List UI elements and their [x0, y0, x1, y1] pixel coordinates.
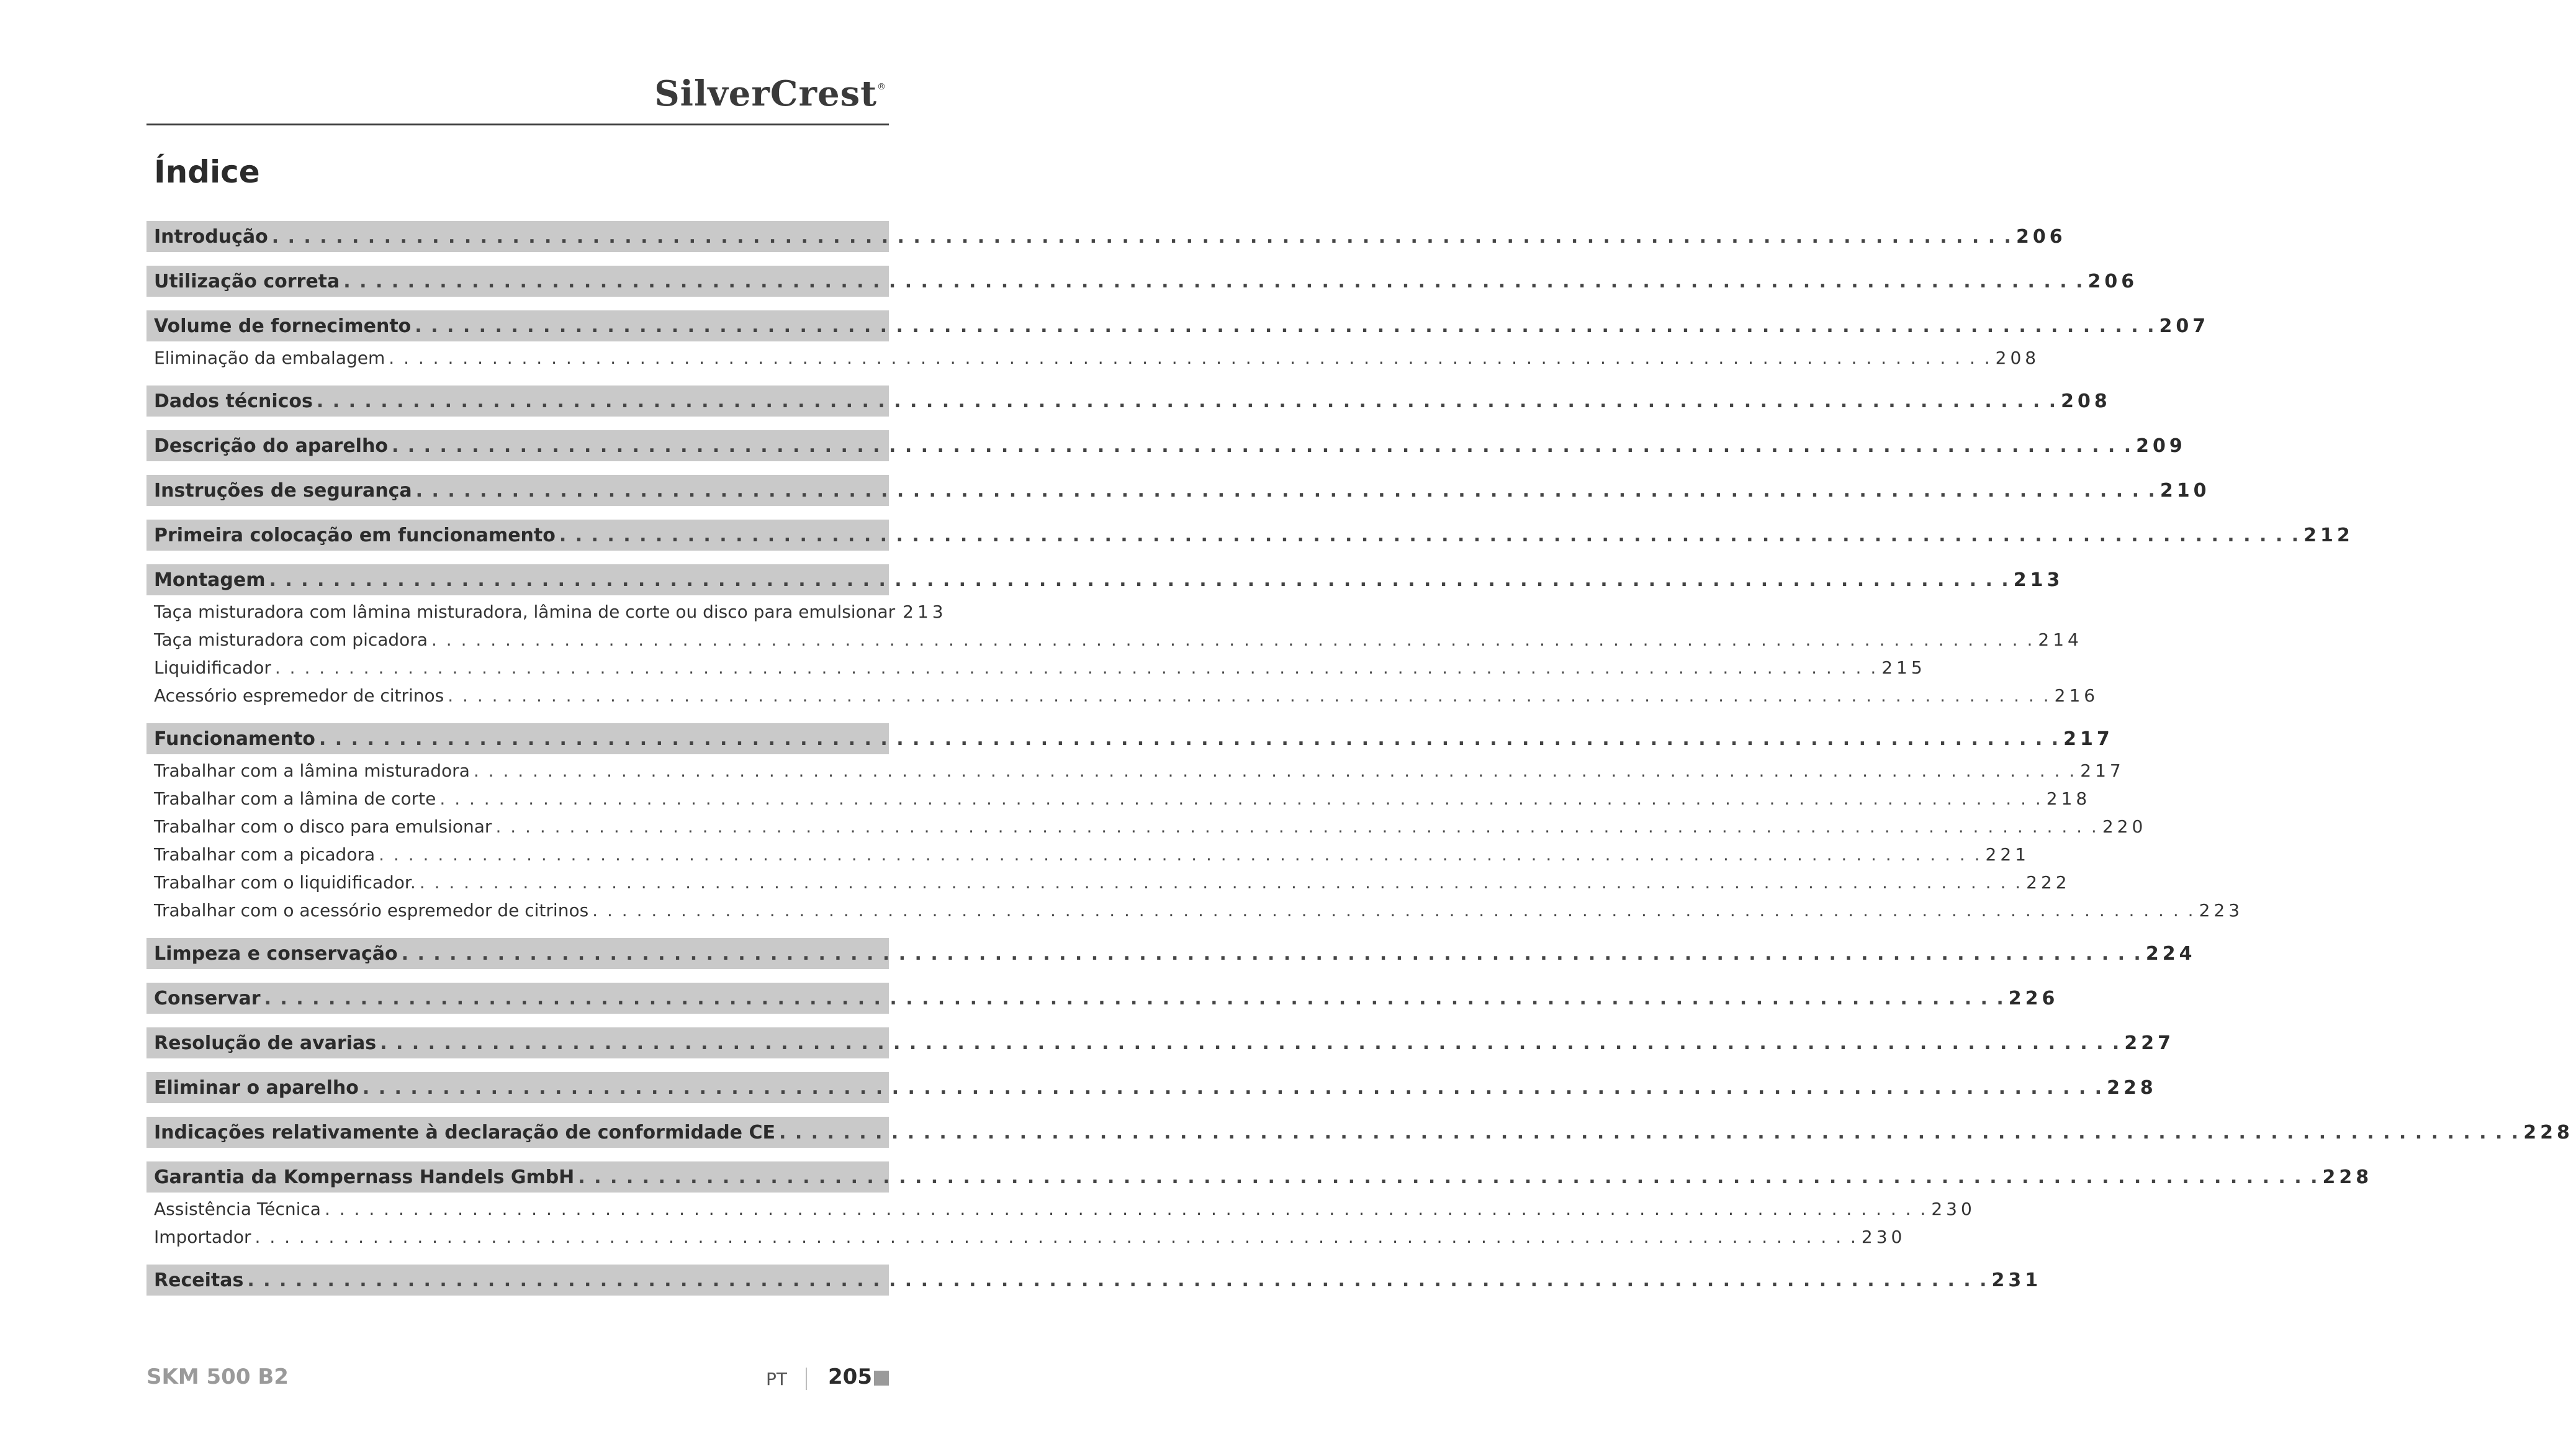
toc-subsection-row[interactable] [146, 682, 2099, 710]
toc-subsection-row[interactable] [146, 757, 2125, 785]
toc-entry-title: Acessório espremedor de citrinos [154, 685, 444, 706]
toc-dot-leader [592, 900, 2195, 921]
toc-entry-title: Indicações relativamente à declaração de conformidade CE [154, 1121, 775, 1143]
toc-dot-leader [559, 525, 2300, 546]
toc-section-row[interactable] [146, 520, 2354, 551]
toc-section-row[interactable] [146, 475, 2210, 506]
toc-entry-page: 213 [903, 602, 947, 622]
table-of-contents [146, 221, 2574, 1296]
toc-subsection-row[interactable] [146, 344, 2040, 372]
footer-model: SKM 500 B2 [146, 1364, 289, 1389]
silvercrest-logo [654, 73, 886, 114]
toc-subsection-row[interactable] [146, 1223, 1906, 1251]
toc-entry-page: 230 [1931, 1199, 1976, 1219]
toc-entry-page: 221 [1985, 844, 2030, 865]
toc-entry-page: 228 [2523, 1121, 2574, 1143]
footer-separator [806, 1368, 807, 1390]
toc-section-row[interactable] [146, 310, 2210, 341]
toc-dot-leader [269, 569, 2010, 591]
toc-dot-leader [379, 844, 1981, 865]
toc-entry-title: Eliminar o aparelho [154, 1076, 359, 1099]
toc-subsection-row[interactable] [146, 598, 947, 626]
toc-entry-title: Utilização correta [154, 270, 340, 292]
toc-entry-page: 216 [2054, 685, 2099, 706]
toc-subsection-row[interactable] [146, 626, 2083, 654]
toc-entry-page: 210 [2159, 479, 2210, 502]
toc-dot-leader [431, 629, 2034, 650]
toc-dot-leader [317, 390, 2057, 412]
toc-entry-page: 208 [2061, 390, 2111, 412]
toc-entry-page: 217 [2080, 760, 2125, 781]
toc-entry-title: Trabalhar com o liquidificador. [154, 872, 416, 893]
toc-section-row[interactable] [146, 1265, 2042, 1296]
toc-entry-title: Eliminação da embalagem [154, 348, 385, 368]
toc-entry-title: Trabalhar com a lâmina misturadora [154, 760, 470, 781]
toc-dot-leader [420, 872, 2022, 893]
toc-entry-page: 226 [2008, 987, 2059, 1009]
footer-square-marker [874, 1371, 889, 1386]
toc-dot-leader [343, 271, 2084, 292]
toc-dot-leader [389, 348, 1991, 368]
toc-dot-leader [319, 728, 2060, 750]
toc-dot-leader [392, 435, 2132, 457]
toc-entry-page: 214 [2038, 629, 2083, 650]
toc-subsection-row[interactable] [146, 1195, 1976, 1223]
toc-dot-leader [275, 657, 1878, 678]
toc-entry-page: 218 [2046, 788, 2091, 809]
footer-language: PT [766, 1369, 787, 1389]
toc-dot-leader [264, 988, 2005, 1009]
toc-section-row[interactable] [146, 1117, 2574, 1148]
toc-entry-page: 207 [2159, 315, 2210, 337]
toc-dot-leader [415, 315, 2155, 337]
toc-entry-title: Funcionamento [154, 728, 315, 750]
toc-entry-title: Instruções de segurança [154, 479, 412, 502]
toc-dot-leader [255, 1227, 1858, 1247]
toc-dot-leader [495, 816, 2098, 837]
toc-entry-page: 222 [2026, 872, 2071, 893]
toc-section-row[interactable] [146, 221, 2066, 252]
toc-section-row[interactable] [146, 266, 2138, 297]
toc-subsection-row[interactable] [146, 654, 1926, 682]
toc-entry-page: 206 [2087, 270, 2138, 292]
toc-entry-page: 208 [1995, 348, 2040, 368]
header-rule [146, 124, 889, 125]
toc-dot-leader [578, 1166, 2318, 1188]
toc-entry-title: Dados técnicos [154, 390, 313, 412]
toc-section-row[interactable] [146, 430, 2186, 461]
toc-entry-title: Trabalhar com a picadora [154, 844, 376, 865]
toc-entry-page: 227 [2124, 1032, 2174, 1054]
toc-section-row[interactable] [146, 723, 2114, 754]
toc-dot-leader [402, 943, 2142, 965]
toc-dot-leader [247, 1269, 1988, 1291]
toc-entry-page: 228 [2322, 1166, 2373, 1188]
toc-entry-title: Receitas [154, 1269, 244, 1291]
toc-section-row[interactable] [146, 1161, 2373, 1193]
toc-entry-title: Trabalhar com o acessório espremedor de citrinos [154, 900, 589, 921]
toc-dot-leader [380, 1032, 2120, 1054]
toc-dot-leader [416, 480, 2156, 502]
toc-entry-title: Taça misturadora com lâmina misturadora, lâmina de corte ou disco para emulsionar [154, 602, 896, 622]
toc-dot-leader [272, 226, 2012, 248]
toc-entry-title: Importador [154, 1227, 251, 1247]
toc-entry-title: Introdução [154, 225, 268, 248]
toc-section-row[interactable] [146, 938, 2196, 969]
toc-entry-page: 230 [1861, 1227, 1906, 1247]
toc-entry-title: Conservar [154, 987, 261, 1009]
toc-entry-page: 217 [2063, 728, 2114, 750]
toc-subsection-row[interactable] [146, 841, 2030, 868]
toc-dot-leader [448, 685, 2050, 706]
toc-entry-page: 213 [2013, 569, 2064, 591]
toc-dot-leader [363, 1077, 2103, 1099]
toc-entry-title: Trabalhar com o disco para emulsionar [154, 816, 492, 837]
toc-entry-page: 224 [2145, 942, 2196, 965]
toc-entry-page: 231 [1991, 1269, 2042, 1291]
toc-entry-page: 215 [1881, 657, 1926, 678]
toc-entry-page: 223 [2199, 900, 2244, 921]
toc-entry-title: Trabalhar com a lâmina de corte [154, 788, 436, 809]
toc-entry-title: Garantia da Kompernass Handels GmbH [154, 1166, 575, 1188]
toc-entry-title: Assistência Técnica [154, 1199, 321, 1219]
toc-dot-leader [474, 760, 2076, 781]
toc-entry-title: Montagem [154, 569, 266, 591]
toc-subsection-row[interactable] [146, 813, 2147, 841]
toc-entry-page: 220 [2102, 816, 2147, 837]
toc-entry-title: Taça misturadora com picadora [154, 629, 428, 650]
registered-mark: ® [877, 82, 886, 92]
toc-entry-title: Primeira colocação em funcionamento [154, 524, 556, 546]
toc-section-row[interactable] [146, 1027, 2174, 1058]
toc-entry-title: Resolução de avarias [154, 1032, 377, 1054]
brand-name: SilverCrest [654, 73, 877, 114]
page-title: Índice [154, 154, 260, 190]
toc-section-row[interactable] [146, 983, 2059, 1014]
toc-section-row[interactable] [146, 1072, 2157, 1103]
toc-entry-page: 228 [2107, 1076, 2157, 1099]
toc-entry-title: Volume de fornecimento [154, 315, 412, 337]
footer-page-number: 205 [828, 1364, 872, 1389]
toc-dot-leader [779, 1122, 2520, 1143]
toc-entry-page: 206 [2015, 225, 2066, 248]
toc-dot-leader [325, 1199, 1927, 1219]
toc-dot-leader [439, 788, 2042, 809]
toc-subsection-row[interactable] [146, 785, 2091, 813]
toc-section-row[interactable] [146, 564, 2064, 595]
toc-entry-title: Descrição do aparelho [154, 435, 388, 457]
toc-section-row[interactable] [146, 386, 2111, 417]
toc-entry-title: Liquidificador [154, 657, 271, 678]
toc-entry-page: 212 [2304, 524, 2354, 546]
toc-entry-title: Limpeza e conservação [154, 942, 398, 965]
toc-subsection-row[interactable] [146, 868, 2071, 896]
toc-subsection-row[interactable] [146, 896, 2244, 924]
toc-entry-page: 209 [2136, 435, 2186, 457]
